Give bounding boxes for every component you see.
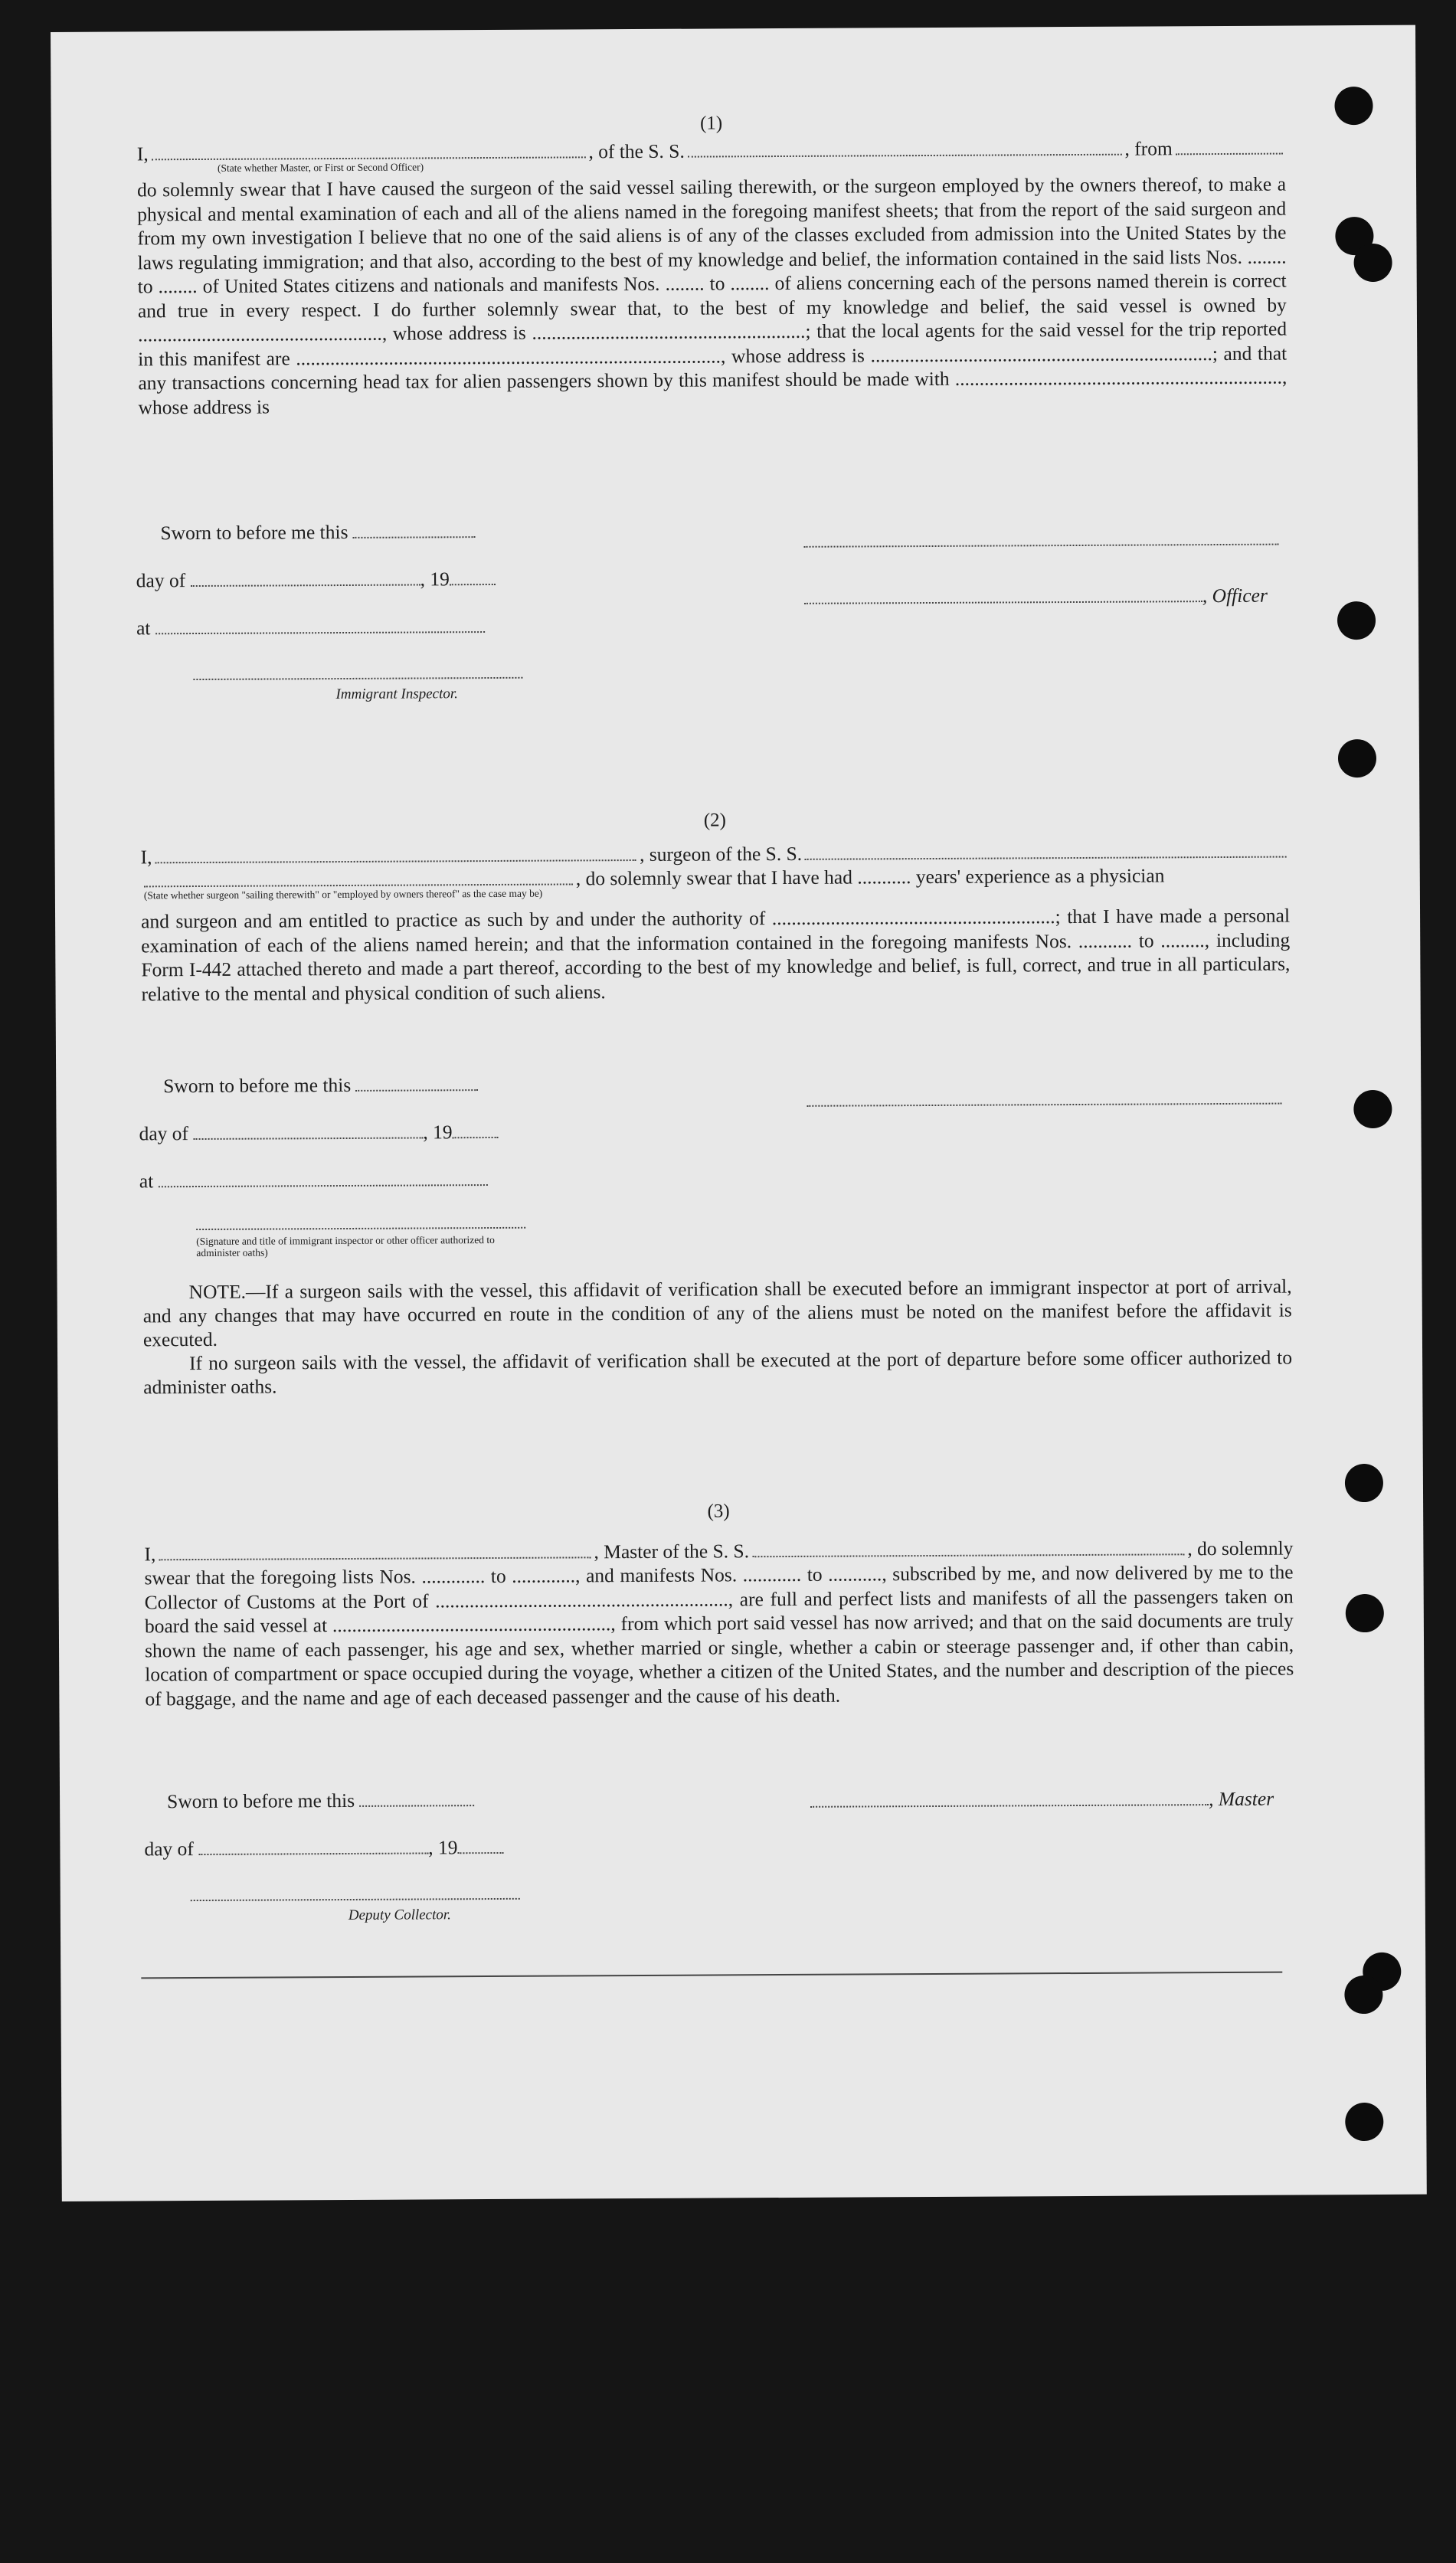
note-1: NOTE.—If a surgeon sails with the vessel, this affidavit of verification shall be executed before an immigrant inspector at port of arrival, and any changes that may have occurred en route in the condition of any of the aliens must be noted on the manifest before the affidavit is executed. — [142, 1275, 1292, 1351]
sworn-label: Sworn to before me this — [160, 520, 348, 545]
experience-text: , do solemnly swear that I have had ........... years' experience as a physician — [575, 864, 1165, 890]
inspector-caption: Immigrant Inspector. — [335, 686, 458, 703]
i-label: I, — [136, 142, 149, 165]
vessel-blank — [688, 153, 1122, 158]
master-of-label: , Master of the S. S. — [594, 1540, 750, 1563]
bottom-rule — [141, 1972, 1282, 1979]
name-blank — [152, 155, 586, 160]
port-blank — [1176, 152, 1283, 155]
master-body: swear that the foregoing lists Nos. ............. to ............., and manifests Nos. ............ to ..........., subscribed by me, and now delivered by me to the Collector of Customs at the Port of ............................................................, are full and perfect lists and manifests of all the passengers taken on board the said vessel at ........................................................., from which port said vessel has now arrived; and that on the said documents are truly shown the name of each passenger, his age and sex, whether married or single, whether a cabin or steerage passenger and, if other than cabin, location of compartment or space occupied during the voyage, whether a citizen of the United States, and the number and description of the pieces of baggage, and the name and age of each deceased passenger and the cause of his death. — [144, 1560, 1294, 1710]
surgeon-body: and surgeon and am entitled to practice as such by and under the authority of ..........................................................; that I have made a personal examination of each of the aliens named herein; and that the information contained in the foregoing manifests Nos. ........... to ........., including Form I-442 attached thereto and made a part thereof, according to the best of my knowledge and belief, is full, correct, and true in all particulars, relative to the mental and physical condition of such aliens. — [141, 904, 1291, 1005]
collector-caption: Deputy Collector. — [348, 1907, 451, 1923]
manifest-page — [51, 25, 1427, 2201]
year-label: , 19 — [423, 1121, 453, 1144]
binder-hole — [1344, 1975, 1382, 2014]
day-of-label: day of — [136, 569, 186, 592]
binder-hole — [1346, 1594, 1384, 1632]
master-signature — [810, 1788, 1274, 1813]
binder-hole — [1338, 739, 1376, 777]
vessel-blank — [805, 856, 1287, 860]
binder-hole — [1353, 244, 1392, 282]
section-2 — [140, 807, 1290, 1007]
name-blank — [159, 1556, 591, 1560]
from-label: , from — [1124, 137, 1173, 160]
note-block — [143, 1275, 1293, 1399]
vessel-blank — [752, 1553, 1184, 1557]
section-3 — [144, 1498, 1294, 1711]
binder-hole — [1353, 1090, 1392, 1128]
binder-hole — [1337, 601, 1376, 640]
surgeon-signature — [807, 1087, 1281, 1112]
name-blank — [155, 859, 637, 863]
master-label: , Master — [1209, 1787, 1274, 1811]
binder-hole — [1334, 87, 1373, 125]
day-of-label: day of — [139, 1122, 189, 1145]
i-label: I, — [140, 846, 152, 869]
oath-body: do solemnly swear that I have caused the surgeon of the said vessel sailing therewith, or the surgeon employed by the owners thereof, to make a physical and mental examination of each and all of the aliens named in the foregoing manifest sheets; that from the report of the said surgeon and from my own investigation I believe that no one of the said aliens is of any of the classes excluded from admission into the United States by the laws regulating immigration; and that also, according to the best of my knowledge and belief, the information contained in the said lists Nos. ........ to ........ of United States citizens and nationals and manifests Nos. ........ to ........ of aliens concerning each of the persons named therein is correct and true in every respect. I do further solemnly swear that, to the best of my knowledge and belief, the said vessel is owned by .................................................., whose address is ........................................................; that the local agents for the said vessel for the trip reported in this manifest are ......................................................................................., whose address is ......................................................................; and that any transactions concerning head tax for alien passengers shown by this manifest should be made with ..................................................................., whose address is — [137, 172, 1287, 418]
of-ss-label: , of the S. S. — [588, 139, 685, 163]
section-heading: (2) — [703, 810, 727, 831]
sworn-block-3 — [144, 1789, 520, 1925]
sworn-block-2 — [139, 1073, 525, 1259]
surgeon-of-label: , surgeon of the S. S. — [639, 842, 803, 866]
binder-hole — [1345, 2103, 1383, 2141]
at-label: at — [139, 1170, 154, 1193]
footnote: (State whether surgeon "sailing therewith" or "employed by owners thereof" as the case may be) — [143, 887, 543, 902]
binder-hole — [1345, 1464, 1383, 1502]
day-of-label: day of — [144, 1838, 194, 1861]
section-heading: (3) — [707, 1501, 730, 1522]
section-1 — [137, 110, 1287, 420]
i-label: I, — [144, 1543, 156, 1566]
sworn-label: Sworn to before me this — [167, 1789, 355, 1813]
sworn-label: Sworn to before me this — [163, 1073, 352, 1098]
signature-caption: (Signature and title of immigrant inspector or other officer authorized to administer oaths) — [196, 1233, 495, 1259]
year-label: , 19 — [428, 1836, 458, 1859]
solemnly-label: , do solemnly — [1187, 1537, 1294, 1560]
officer-block — [803, 528, 1279, 610]
status-blank — [144, 882, 573, 887]
section-heading: (1) — [699, 113, 723, 134]
note-2: If no surgeon sails with the vessel, the affidavit of verification shall be executed at the port of departure before some officer authorized to administer oaths. — [143, 1346, 1293, 1399]
officer-label: , Officer — [1202, 584, 1268, 607]
footnote: (State whether Master, or First or Second Officer) — [217, 161, 424, 174]
at-label: at — [136, 617, 151, 640]
year-label: , 19 — [420, 568, 450, 591]
sworn-block-1 — [136, 520, 522, 704]
